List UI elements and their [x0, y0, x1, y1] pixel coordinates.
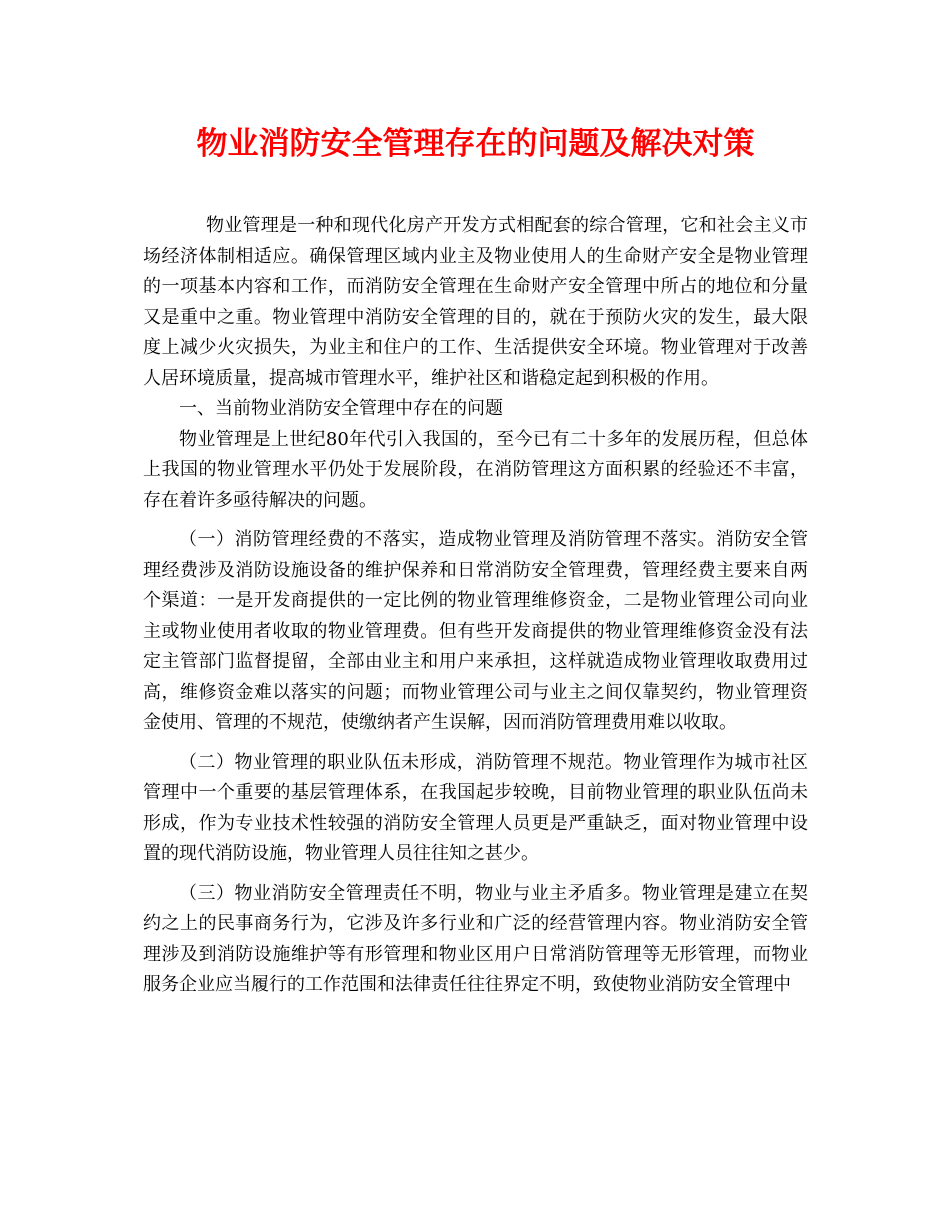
paragraph-problem-1: （一）消防管理经费的不落实，造成物业管理及消防管理不落实。消防安全管理经费涉及消防设施设备的维护保养和日常消防安全管理费，管理经费主要来自两个渠道：一是开发商提供的一定比例的物业管理维修资金，二是物业管理公司向业主或物业使用者收取的物业管理费。但有些开发商提供的物业管理维修资金没有法定主管部门监督提留，全部由业主和用户来承担，这样就造成物业管理收取费用过高，维修资金难以落实的问题；而物业管理公司与业主之间仅靠契约，物业管理资金使用、管理的不规范，使缴纳者产生误解，因而消防管理费用难以收取。 [143, 529, 808, 733]
section-heading-problems: 一、当前物业消防安全管理中存在的问题 [179, 398, 503, 419]
paragraph-intro: 物业管理是一种和现代化房产开发方式相配套的综合管理，它和社会主义市场经济体制相适应。确保管理区域内业主及物业使用人的生命财产安全是物业管理的一项基本内容和工作，而消防安全管理在生命财产安全管理中所占的地位和分量又是重中之重。物业管理中消防安全管理的目的，就在于预防火灾的发生，最大限度上减少火灾损失，为业主和住户的工作、生活提供安全环境。物业管理对于改善人居环境质量，提高城市管理水平，维护社区和谐稳定起到积极的作用。 [143, 215, 808, 389]
document-page [143, 120, 808, 1001]
paragraph-problem-3: （三）物业消防安全管理责任不明，物业与业主矛盾多。物业管理是建立在契约之上的民事商务行为，它涉及许多行业和广泛的经营管理内容。物业消防安全管理涉及到消防设施维护等有形管理和物业区用户日常消防管理等无形管理，而物业服务企业应当履行的工作范围和法律责任往往界定不明，致使物业消防安全管理中 [143, 882, 808, 995]
paragraph-background: 物业管理是上世纪80年代引入我国的，至今已有二十多年的发展历程，但总体上我国的物业管理水平仍处于发展阶段，在消防管理这方面积累的经验还不丰富，存在着许多亟待解决的问题。 [143, 428, 808, 511]
document-title: 物业消防安全管理存在的问题及解决对策 [196, 126, 755, 162]
paragraph-problem-2: （二）物业管理的职业队伍未形成，消防管理不规范。物业管理作为城市社区管理中一个重要的基层管理体系，在我国起步较晚，目前物业管理的职业队伍尚未形成，作为专业技术性较强的消防安全管理人员更是严重缺乏，面对物业管理中设置的现代消防设施，物业管理人员往往知之甚少。 [143, 751, 808, 864]
